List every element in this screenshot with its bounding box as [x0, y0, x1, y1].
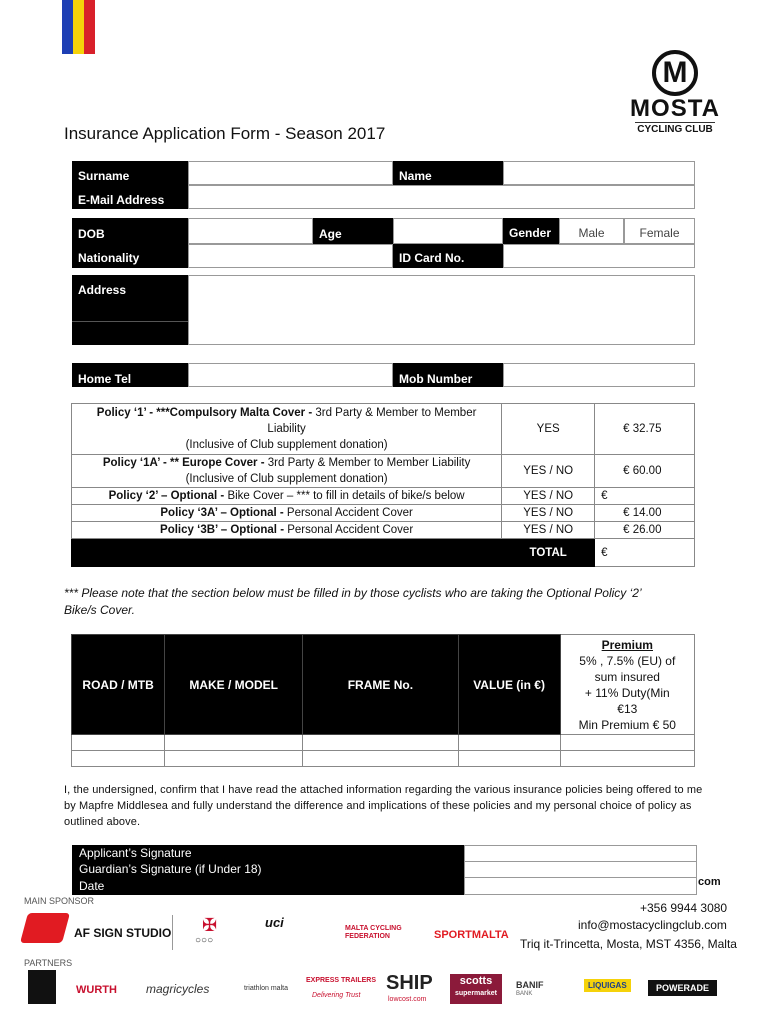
id-card-input[interactable] — [503, 244, 695, 268]
header-value: VALUE (in €) — [458, 635, 560, 735]
header-road-mtb: ROAD / MTB — [72, 635, 165, 735]
af-logo-icon — [20, 913, 70, 943]
uci-logo: uci — [265, 915, 284, 930]
partners-label: PARTNERS — [24, 958, 73, 968]
age-input[interactable] — [393, 218, 503, 244]
banif-sub: BANK — [516, 991, 533, 997]
policy-table — [71, 403, 695, 567]
policy-desc: Policy ‘1’ - ***Compulsory Malta Cover - 3rd Party & Member to Member Liability (Inclusive of Club supplement donation) — [72, 404, 502, 455]
bike-cell[interactable] — [303, 751, 458, 767]
policy-amount: € 60.00 — [595, 455, 695, 488]
address-label: Address — [72, 275, 188, 345]
com-fragment: com — [698, 876, 721, 888]
bike-cell[interactable] — [165, 751, 303, 767]
club-subtitle: CYCLING CLUB — [635, 122, 715, 137]
id-card-label: ID Card No. — [393, 244, 503, 268]
home-tel-input[interactable] — [188, 363, 393, 387]
bike-cell[interactable] — [458, 751, 560, 767]
policy-choice[interactable]: YES — [502, 404, 595, 455]
policy-choice[interactable]: YES / NO — [502, 488, 595, 505]
policy-row — [72, 488, 695, 505]
bike-cell[interactable] — [165, 735, 303, 751]
magricycles-logo: magricycles — [146, 982, 210, 996]
bike-cover-note: *** Please note that the section below must be filled in by those cyclists who are taking the Optional Policy ‘2’ Bike/s Cover. — [64, 586, 641, 617]
home-tel-label: Home Tel — [72, 363, 188, 387]
mob-number-input[interactable] — [503, 363, 695, 387]
applicant-signature-label: Applicant’s Signature — [79, 846, 192, 860]
surname-label: Surname — [72, 161, 188, 185]
nationality-input[interactable] — [188, 244, 393, 268]
dob-label: DOB — [72, 218, 188, 244]
bike-cell[interactable] — [560, 735, 694, 751]
dob-input[interactable] — [188, 218, 313, 244]
address-divider — [72, 321, 188, 322]
date-input[interactable] — [464, 877, 697, 895]
surname-input[interactable] — [188, 161, 393, 185]
scotts-sub: supermarket — [454, 990, 498, 997]
total-amount[interactable]: € — [595, 539, 695, 567]
policy-amount: € 32.75 — [595, 404, 695, 455]
mcf-logo: MALTA CYCLING FEDERATION — [345, 925, 402, 940]
policy-choice[interactable]: YES / NO — [502, 522, 595, 539]
policy-choice[interactable]: YES / NO — [502, 505, 595, 522]
guardian-signature-label: Guardian’s Signature (if Under 18) — [79, 862, 262, 876]
name-input[interactable] — [503, 161, 695, 185]
olympic-rings-icon: ○○○ — [195, 935, 214, 946]
club-name: MOSTA — [630, 95, 720, 122]
contact-address: Triq it-Trincetta, Mosta, MST 4356, Malta — [520, 937, 737, 951]
triathlon-malta-logo: triathlon malta — [244, 985, 288, 992]
bike-cell[interactable] — [72, 751, 165, 767]
club-logo-emblem: M — [652, 50, 698, 96]
page-title: Insurance Application Form - Season 2017 — [64, 124, 386, 143]
policy-row — [72, 404, 695, 455]
total-spacer — [72, 539, 502, 567]
policy-row — [72, 505, 695, 522]
total-label: TOTAL — [502, 539, 595, 567]
bike-cell[interactable] — [72, 735, 165, 751]
scotts-logo — [450, 974, 502, 1004]
main-sponsor-label: MAIN SPONSOR — [24, 896, 95, 906]
guardian-signature-input[interactable] — [464, 861, 697, 878]
pure-logo — [28, 970, 56, 1004]
policy-row — [72, 455, 695, 488]
applicant-signature-input[interactable] — [464, 845, 697, 862]
banif-logo: BANIF — [516, 980, 544, 990]
header-make-model: MAKE / MODEL — [165, 635, 303, 735]
declaration-text: I, the undersigned, confirm that I have read the attached information regarding the various insurance policies being offered to me by Mapfre Middlesea and fully understand the difference and implications of these policies and my personal choice of policy as outlined above. — [64, 784, 703, 828]
liquigas-logo: LIQUIGAS — [584, 979, 631, 992]
contact-email: info@mostacyclingclub.com — [578, 918, 727, 932]
gender-male-option[interactable]: Male — [559, 218, 624, 244]
lowcost-logo: lowcost.com — [388, 996, 427, 1003]
sponsor-divider — [172, 915, 173, 950]
policy-desc: Policy ‘1A’ - ** Europe Cover - 3rd Party & Member to Member Liability (Inclusive of Club supplement donation) — [72, 455, 502, 488]
mob-number-label: Mob Number — [393, 363, 503, 387]
total-row — [72, 539, 695, 567]
policy-choice[interactable]: YES / NO — [502, 455, 595, 488]
policy-amount[interactable]: € — [595, 488, 695, 505]
header-premium: Premium 5% , 7.5% (EU) of sum insured + 11% Duty(Min €13 Min Premium € 50 — [560, 635, 694, 735]
malta-cross-icon: ✠ — [202, 915, 218, 935]
express-trailers-tagline: Delivering Trust — [312, 992, 361, 999]
date-label: Date — [79, 879, 105, 893]
gender-label: Gender — [503, 218, 559, 244]
scotts-name: scotts — [459, 975, 493, 987]
bike-row[interactable] — [72, 735, 695, 751]
gender-female-option[interactable]: Female — [624, 218, 695, 244]
policy-amount: € 26.00 — [595, 522, 695, 539]
bike-cell[interactable] — [458, 735, 560, 751]
wurth-logo: WURTH — [76, 984, 117, 996]
policy-row — [72, 522, 695, 539]
bike-table-header — [72, 635, 695, 735]
policy-amount: € 14.00 — [595, 505, 695, 522]
header-frame-no: FRAME No. — [303, 635, 458, 735]
contact-phone: +356 9944 3080 — [640, 901, 728, 915]
sponsor-name: AF SIGN STUDIO — [74, 926, 172, 940]
email-input[interactable] — [188, 185, 695, 209]
bike-cell[interactable] — [303, 735, 458, 751]
age-label: Age — [313, 218, 393, 244]
address-input[interactable] — [188, 275, 695, 345]
email-label: E-Mail Address — [72, 185, 188, 209]
bike-cell[interactable] — [560, 751, 694, 767]
policy-desc: Policy ‘3B’ – Optional - Personal Accident Cover — [72, 522, 502, 539]
policy-desc: Policy ‘2’ – Optional - Bike Cover – *** to fill in details of bike/s below — [72, 488, 502, 505]
express-trailers-logo: EXPRESS TRAILERS — [306, 977, 377, 984]
club-logo — [625, 50, 725, 145]
bike-row[interactable] — [72, 751, 695, 767]
bike-details-table — [71, 634, 695, 767]
powerade-logo: POWERADE — [648, 980, 717, 996]
sportmalta-logo: SPORTMALTA — [434, 929, 509, 941]
policy-desc: Policy ‘3A’ – Optional - Personal Accident Cover — [72, 505, 502, 522]
name-label: Name — [393, 161, 503, 185]
ship-logo: SHIP — [386, 972, 433, 994]
nationality-label: Nationality — [72, 244, 188, 268]
